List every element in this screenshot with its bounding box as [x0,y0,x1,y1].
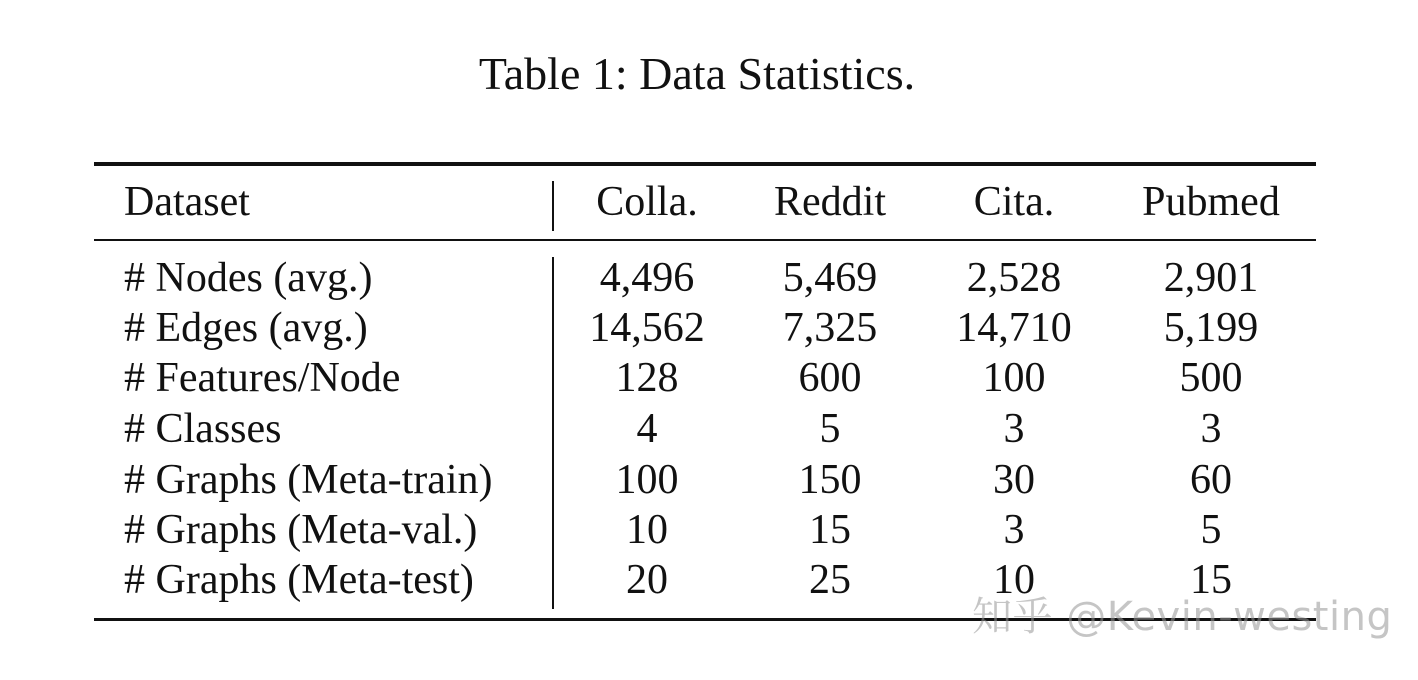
row-label-features: # Features/Node [124,355,401,401]
table-caption: Table 1: Data Statistics. [478,48,916,99]
header-col-colla: Colla. [596,179,698,225]
table-cell: 60 [1190,457,1232,503]
table-cell: 4 [636,406,658,452]
table-cell: 600 [798,355,862,401]
table-header-rule [94,239,1316,241]
table-cell: 30 [993,457,1035,503]
watermark: 知乎 @Kevin-westing [972,594,1393,640]
table-cell: 2,528 [966,255,1062,301]
table-cell: 15 [809,507,851,553]
row-label-graphs-meta-test: # Graphs (Meta-test) [124,557,474,603]
row-label-nodes: # Nodes (avg.) [124,255,373,301]
table-cell: 3 [1003,406,1025,452]
header-col-reddit: Reddit [774,179,886,225]
table-cell: 5,469 [782,255,878,301]
header-col-cita: Cita. [973,179,1055,225]
table-cell: 10 [626,507,668,553]
table-cell: 25 [809,557,851,603]
row-label-edges: # Edges (avg.) [124,305,368,351]
table-cell: 128 [615,355,679,401]
table-cell: 3 [1003,507,1025,553]
table-cell: 3 [1200,406,1222,452]
header-col-pubmed: Pubmed [1142,179,1280,225]
table-cell: 4,496 [599,255,695,301]
table-cell: 14,562 [589,305,705,351]
row-label-graphs-meta-val: # Graphs (Meta-val.) [124,507,478,553]
table-cell: 5 [819,406,841,452]
table-cell: 10 [993,557,1035,603]
row-label-classes: # Classes [124,406,282,452]
table-cell: 5,199 [1163,305,1259,351]
table-cell: 5 [1200,507,1222,553]
table-cell: 20 [626,557,668,603]
header-dataset-label: Dataset [124,179,250,225]
table-cell: 2,901 [1163,255,1259,301]
table-cell: 500 [1179,355,1243,401]
table-cell: 14,710 [956,305,1072,351]
table-top-rule [94,162,1316,166]
table-cell: 100 [615,457,679,503]
table-cell: 7,325 [782,305,878,351]
table-cell: 100 [982,355,1046,401]
table-cell: 150 [798,457,862,503]
table-cell: 15 [1190,557,1232,603]
row-label-graphs-meta-train: # Graphs (Meta-train) [124,457,493,503]
